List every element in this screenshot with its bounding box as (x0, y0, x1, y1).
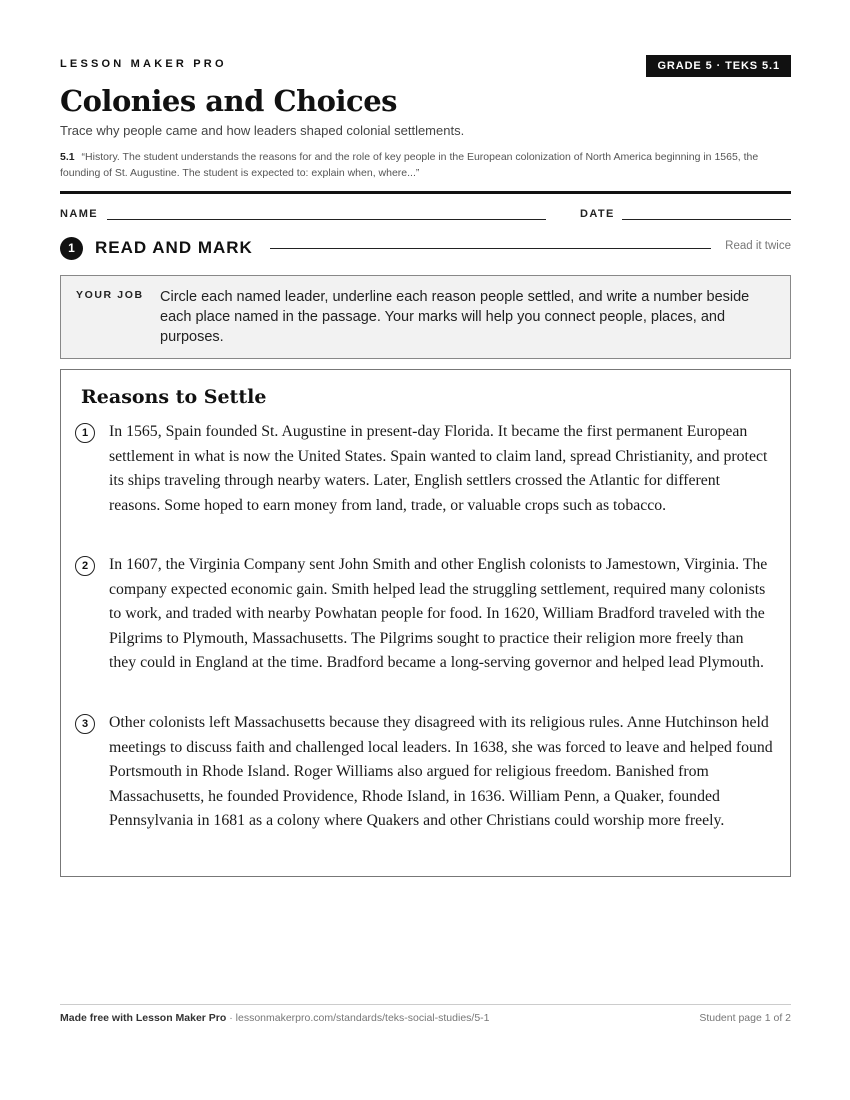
passage-paragraph (75, 711, 775, 861)
paragraph-text: In 1565, Spain founded St. Augustine in present-day Florida. It became the first permanent European settlement in what is now the United States. Spain wanted to claim land, spread Christianity, and protect its ships traveling through nearby waters. Later, English settlers crossed the Atlantic for different reasons. Some hoped to earn money from land, trade, or valuable crops such as tobacco. (109, 423, 768, 514)
date-field[interactable] (622, 219, 791, 220)
footer-url[interactable]: · lessonmakerpro.com/standards/teks-social-studies/5-1 (226, 1012, 490, 1024)
section-title: READ AND MARK (95, 238, 253, 257)
footer-divider (60, 1004, 791, 1005)
footer-page-number: Student page 1 of 2 (699, 1012, 791, 1024)
footer-made-with: Made free with Lesson Maker Pro (60, 1012, 227, 1024)
name-date-row (60, 208, 791, 222)
standard-code: 5.1 (60, 151, 75, 163)
instructions-box (60, 275, 791, 359)
section-read-and-mark (60, 237, 791, 259)
grade-badge: GRADE 5 · TEKS 5.1 (646, 55, 791, 77)
footer-credit (60, 1012, 490, 1024)
reading-title: Reasons to Settle (81, 386, 267, 408)
top-bar (60, 55, 791, 79)
brand-name: LESSON MAKER PRO (60, 58, 227, 70)
section-number-badge: 1 (60, 237, 83, 260)
instructions-text: Circle each named leader, underline each reason people settled, and write a number beside each place named in the passage. Your marks will help you connect people, places, and purposes. (160, 289, 750, 345)
instructions-label: YOUR JOB (76, 289, 144, 301)
name-label: NAME (60, 208, 98, 220)
paragraph-number: 1 (75, 423, 95, 443)
paragraph-number: 3 (75, 714, 95, 734)
paragraph-text: In 1607, the Virginia Company sent John Smith and other English colonists to Jamestown, Virginia. The company expected economic gain. Smith helped lead the struggling settlement, required many colonists to work, and traded with nearby Powhatan people for food. In 1620, William Bradford traveled with the Pilgrims to Plymouth, Massachusetts. The Pilgrims sought to practice their religion more freely than they could in England at the time. Bradford became a long-serving governor and helped lead Plymouth. (109, 556, 768, 672)
standard-text: “History. The student understands the reasons for and the role of key people in the European colonization of North America beginning in 1565, the founding of St. Augustine. The student is expected to: explain when, where...” (60, 151, 759, 179)
page-title: Colonies and Choices (60, 84, 397, 118)
section-note: Read it twice (725, 240, 791, 252)
date-label: DATE (580, 208, 615, 220)
worksheet-page (60, 0, 791, 1100)
reading-passage-box (60, 369, 791, 877)
paragraph-number: 2 (75, 556, 95, 576)
page-subtitle: Trace why people came and how leaders shaped colonial settlements. (60, 123, 465, 138)
standard-statement (60, 149, 791, 181)
header-divider (60, 191, 791, 194)
passage-paragraph (75, 420, 775, 545)
passage-paragraph (75, 553, 775, 703)
section-divider (270, 248, 711, 249)
paragraph-text: Other colonists left Massachusetts because they disagreed with its religious rules. Anne Hutchinson held meetings to discuss faith and challenged local leaders. In 1638, she was forced to leave and helped found Portsmouth in Rhode Island. Roger Williams also argued for religious freedom. Banished from Massachusetts, he founded Providence, Rhode Island, in 1636. William Penn, a Quaker, founded Pennsylvania in 1681 as a colony where Quakers and other Christians could worship more freely. (109, 714, 773, 830)
name-field[interactable] (107, 219, 546, 220)
